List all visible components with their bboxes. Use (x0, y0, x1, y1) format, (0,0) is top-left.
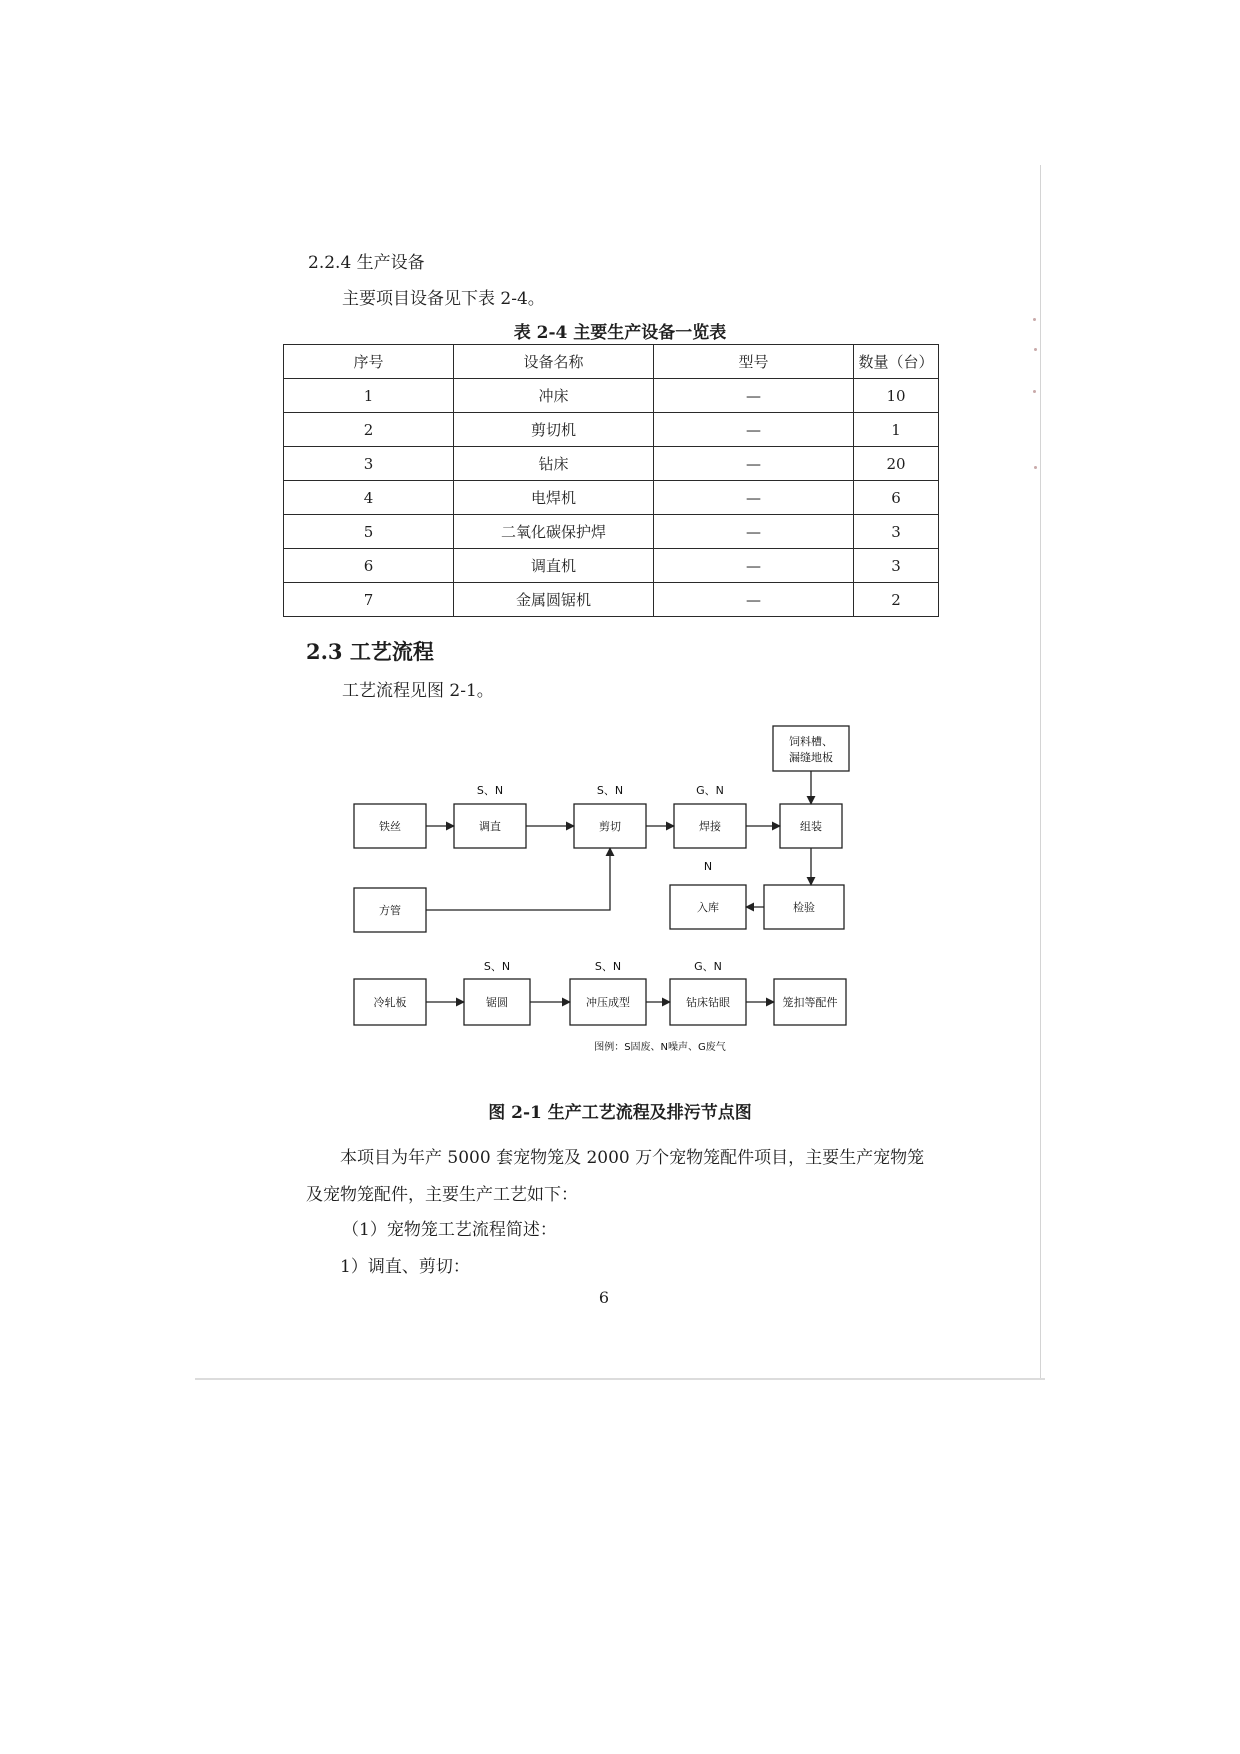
table-cell: 2 (854, 583, 939, 617)
node-ruku: 入库 (697, 901, 719, 914)
table-cell: 3 (284, 447, 454, 481)
pollutant-label: S、N (596, 784, 624, 797)
flow-legend: 图例：S固废、N噪声、G废气 (594, 1042, 726, 1053)
table-cell: 3 (854, 515, 939, 549)
table-cell: 2 (284, 413, 454, 447)
pollutant-label: S、N (594, 960, 622, 973)
section-heading-2-3: 2.3 工艺流程 (306, 639, 434, 664)
flow-reference-text: 工艺流程见图 2-1。 (342, 681, 494, 701)
node-chongya: 冲压成型 (586, 996, 630, 1009)
node-siliaocao-line1: 饲料槽、 (789, 735, 833, 748)
node-box (773, 726, 849, 771)
table-row (284, 481, 939, 515)
intro-equipment-text: 主要项目设备见下表 2-4。 (342, 289, 545, 309)
table-cell: 冲床 (454, 379, 654, 413)
header-cell: 序号 (284, 345, 454, 379)
table-cell: — (654, 481, 854, 515)
table-header-row (284, 345, 939, 379)
table-row (284, 583, 939, 617)
process-flow-diagram (330, 720, 890, 1070)
table-cell: — (654, 413, 854, 447)
table-cell: — (654, 379, 854, 413)
table-row (284, 379, 939, 413)
node-zuzhuang: 组装 (800, 820, 822, 833)
table-cell: 4 (284, 481, 454, 515)
scan-speck (1033, 390, 1036, 393)
header-cell: 数量（台） (854, 345, 939, 379)
scan-edge-right (1040, 165, 1041, 1380)
table-cell: 金属圆锯机 (454, 583, 654, 617)
table-cell: 7 (284, 583, 454, 617)
node-longkou: 笼扣等配件 (782, 996, 838, 1009)
node-jianqie: 剪切 (599, 820, 621, 833)
header-cell: 设备名称 (454, 345, 654, 379)
node-tiaozhi: 调直 (479, 820, 501, 833)
table-cell: — (654, 515, 854, 549)
node-siliaocao-line2: 漏缝地板 (789, 751, 833, 764)
header-cell: 型号 (654, 345, 854, 379)
section-heading-2-2-4: 2.2.4 生产设备 (308, 253, 425, 273)
step-heading: （1）宠物笼工艺流程简述： (342, 1220, 557, 1240)
table-cell: 20 (854, 447, 939, 481)
table-cell: 3 (854, 549, 939, 583)
pollutant-label: G、N (694, 960, 722, 973)
table-cell: — (654, 549, 854, 583)
page-number: 6 (598, 1288, 610, 1307)
table-caption: 表 2-4 主要生产设备一览表 (513, 323, 727, 343)
scan-speck (1034, 466, 1037, 469)
pollutant-label: N (703, 860, 713, 873)
node-jianyan: 检验 (793, 901, 815, 914)
table-cell: 10 (854, 379, 939, 413)
figure-caption: 图 2-1 生产工艺流程及排污节点图 (488, 1103, 752, 1123)
body-paragraph: 本项目为年产 5000 套宠物笼及 2000 万个宠物笼配件项目，主要生产宠物笼及宠物笼配件，主要生产工艺如下： (306, 1148, 925, 1205)
table-row (284, 413, 939, 447)
table-row (284, 447, 939, 481)
node-tiesi: 铁丝 (379, 820, 401, 833)
table-row (284, 549, 939, 583)
pollutant-label: S、N (476, 784, 504, 797)
equipment-table (283, 344, 939, 617)
scan-edge-bottom (195, 1378, 1045, 1380)
table-cell: — (654, 583, 854, 617)
flow-arrow (426, 848, 610, 910)
pollutant-label: G、N (696, 784, 724, 797)
table-cell: 6 (284, 549, 454, 583)
table-cell: 5 (284, 515, 454, 549)
table-cell: — (654, 447, 854, 481)
node-hanjie: 焊接 (699, 820, 721, 833)
node-zuanchuang: 钻床钻眼 (686, 996, 730, 1009)
node-fangguan: 方管 (379, 904, 401, 917)
table-cell: 1 (284, 379, 454, 413)
table-cell: 钻床 (454, 447, 654, 481)
table-cell: 1 (854, 413, 939, 447)
table-row (284, 515, 939, 549)
sub-step-heading: 1）调直、剪切： (340, 1257, 470, 1277)
table-cell: 6 (854, 481, 939, 515)
table-cell: 二氧化碳保护焊 (454, 515, 654, 549)
table-cell: 剪切机 (454, 413, 654, 447)
pollutant-label: S、N (483, 960, 511, 973)
table-cell: 电焊机 (454, 481, 654, 515)
scan-speck (1034, 348, 1037, 351)
node-juyuan: 锯圆 (486, 996, 508, 1009)
node-lengzhaban: 冷轧板 (373, 996, 407, 1009)
table-cell: 调直机 (454, 549, 654, 583)
